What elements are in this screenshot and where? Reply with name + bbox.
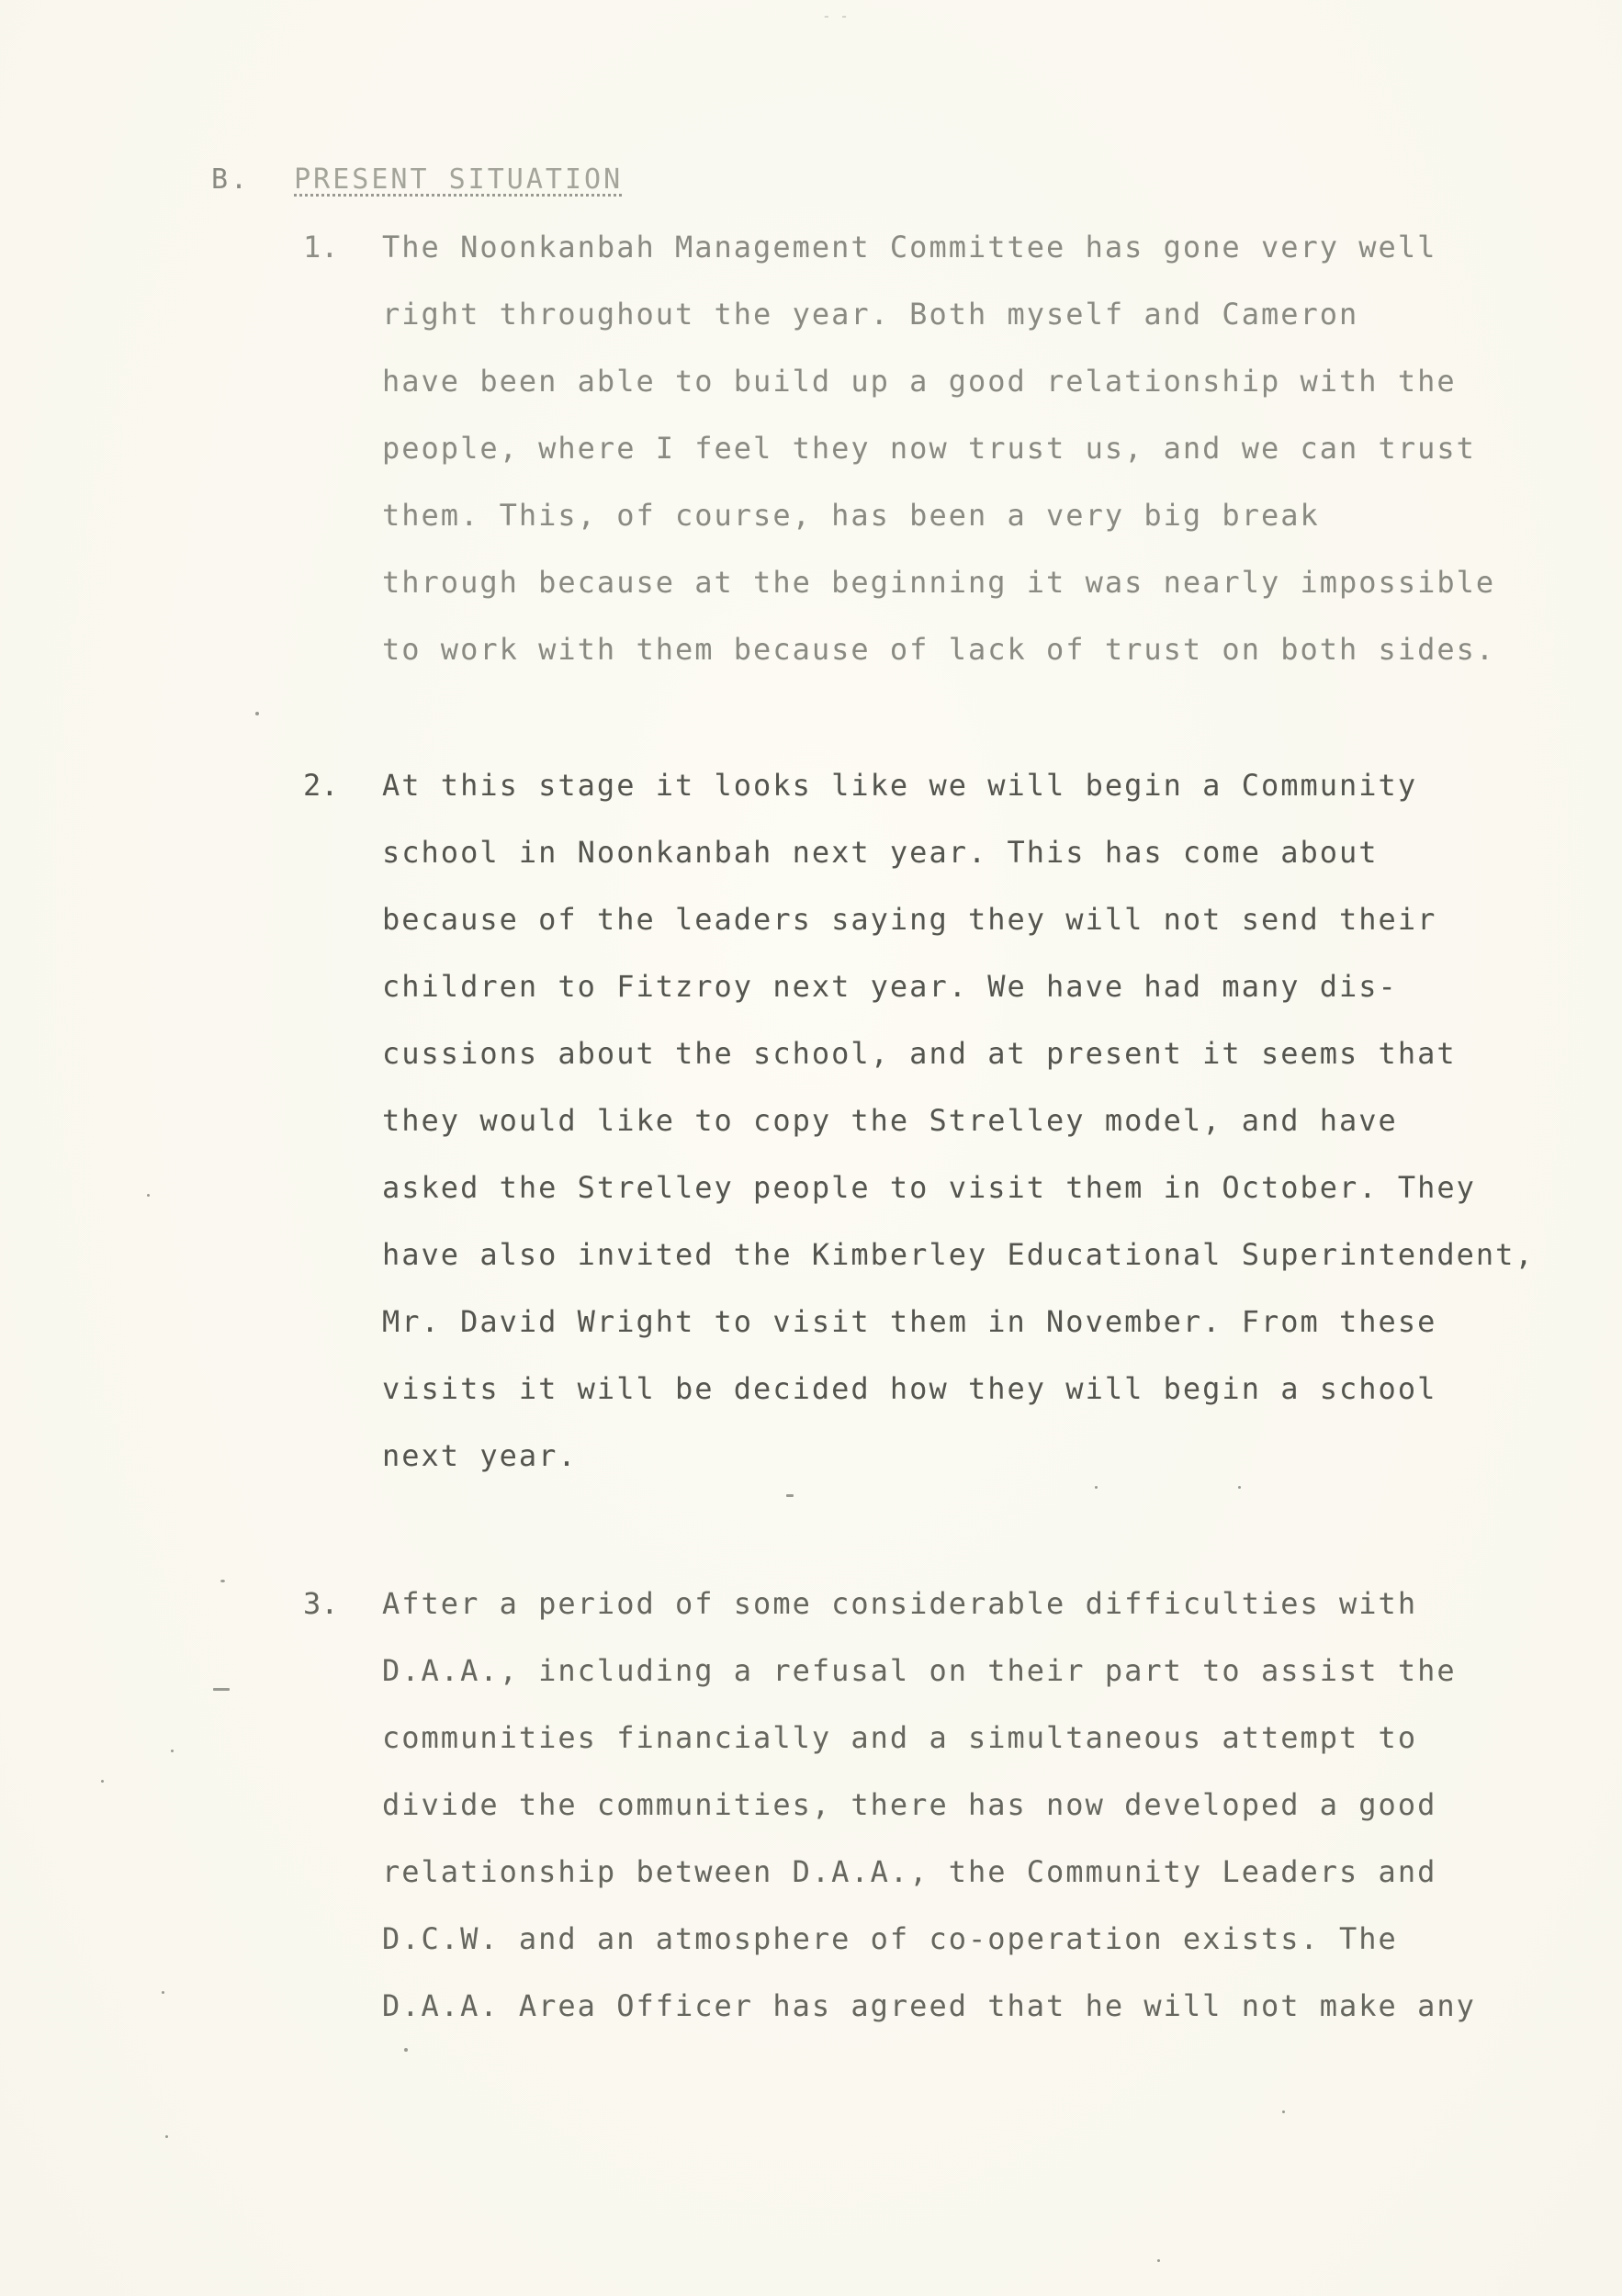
scan-speck [220,1580,225,1582]
page-mark: - - [822,7,849,25]
section-heading [211,163,623,196]
paragraph-line: asked the Strelley people to visit them in October. They [382,1170,1476,1205]
paragraph-line: them. This, of course, has been a very big break [382,498,1320,533]
paragraph-line: relationship between D.A.A., the Community Leaders and [382,1854,1437,1889]
paragraph-line: D.A.A., including a refusal on their part to assist the [382,1653,1457,1688]
paragraph-number: 2. [303,768,339,803]
paragraph-number: 1. [303,230,339,264]
paragraph-line: D.A.A. Area Officer has agreed that he will not make any [382,1988,1476,2023]
scan-speck [404,2048,408,2052]
scan-speck [255,712,259,715]
paragraph-line: through because at the beginning it was nearly impossible [382,565,1496,600]
paragraph-line: visits it will be decided how they will begin a school [382,1371,1437,1406]
scan-speck [171,1750,174,1752]
paragraph-line: children to Fitzroy next year. We have had many dis- [382,969,1398,1004]
paragraph-line: to work with them because of lack of trust on both sides. [382,632,1496,667]
scan-speck [1238,1486,1241,1489]
paragraph-line: communities financially and a simultaneous attempt to [382,1720,1418,1755]
scan-speck [1095,1486,1098,1489]
scan-speck [147,1194,150,1197]
scan-speck [1282,2110,1285,2113]
paragraph-line: Mr. David Wright to visit them in November. From these [382,1304,1437,1339]
scan-speck [1157,2259,1160,2262]
paragraph-line: At this stage it looks like we will begin a Community [382,768,1418,803]
paragraph-line: have been able to build up a good relationship with the [382,364,1457,399]
scan-speck [213,1688,230,1691]
paragraph-line: D.C.W. and an atmosphere of co-operation exists. The [382,1921,1398,1956]
paragraph-line: they would like to copy the Strelley model, and have [382,1103,1398,1138]
paragraph-line: cussions about the school, and at present it seems that [382,1036,1457,1071]
paragraph-line: right throughout the year. Both myself and Cameron [382,297,1359,332]
section-title: PRESENT SITUATION [294,163,624,196]
paragraph-number: 3. [303,1586,339,1621]
paragraph-line: have also invited the Kimberley Educational Superintendent, [382,1237,1535,1272]
paragraph-line: divide the communities, there has now developed a good [382,1787,1437,1822]
paragraph-line: next year. [382,1438,578,1473]
scan-speck [786,1494,794,1497]
scan-speck [101,1780,104,1783]
scan-speck [165,2135,168,2138]
paragraph-line: After a period of some considerable difficulties with [382,1586,1418,1621]
scan-speck [162,1991,164,1994]
paragraph-line: because of the leaders saying they will not send their [382,902,1437,937]
paragraph-line: school in Noonkanbah next year. This has come about [382,835,1379,870]
section-letter: B. [211,163,251,196]
paragraph-line: people, where I feel they now trust us, and we can trust [382,431,1476,466]
paragraph-line: The Noonkanbah Management Committee has gone very well [382,230,1437,264]
